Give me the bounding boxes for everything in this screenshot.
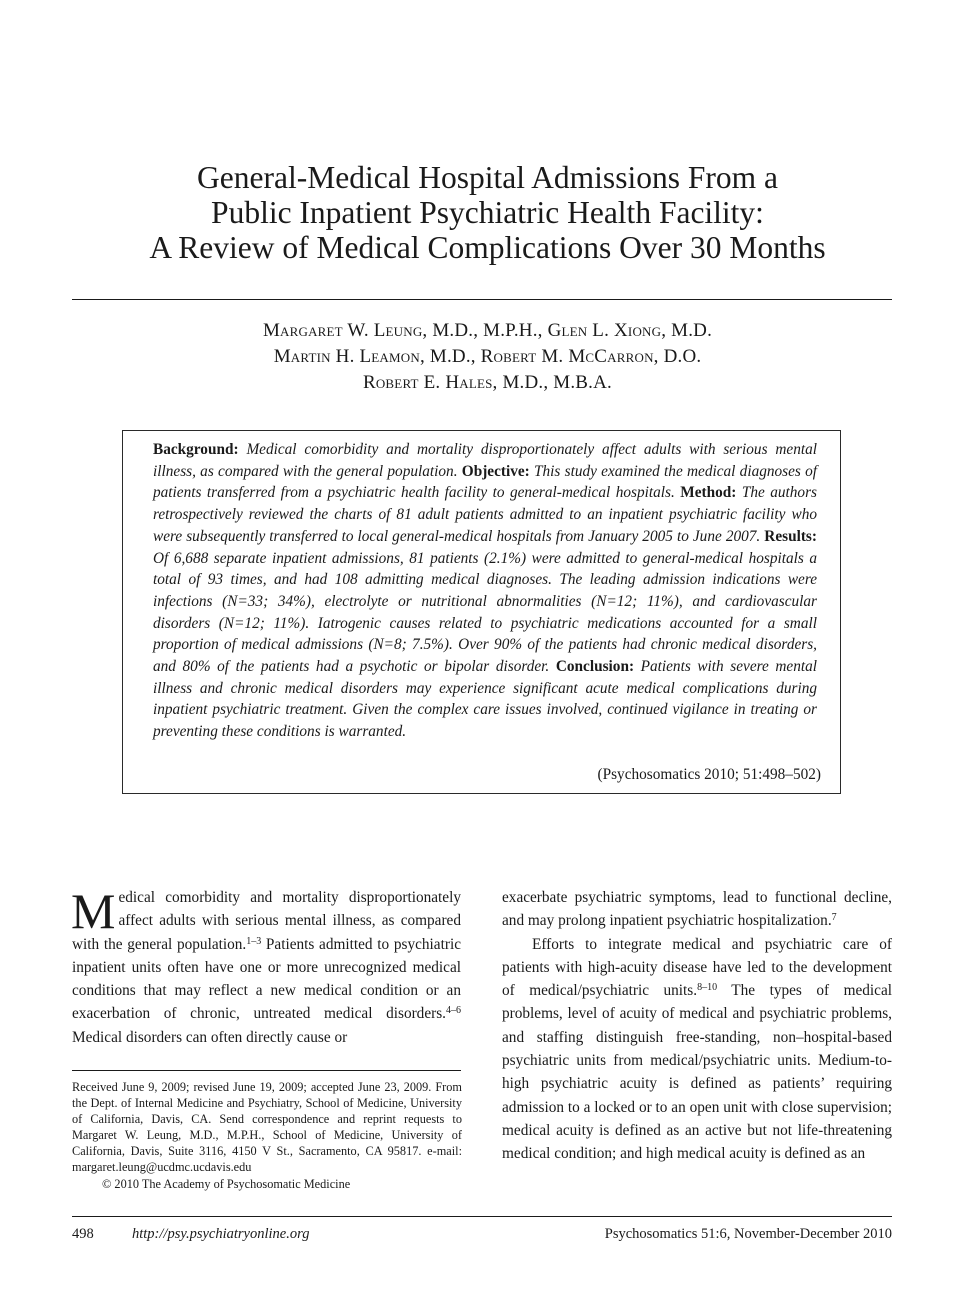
journal-issue: Psychosomatics 51:6, November-December 2010 <box>604 1226 892 1242</box>
author-line: Margaret W. Leung, M.D., M.P.H., Glen L. Xiong, M.D. <box>262 320 713 341</box>
abstract-conclusion-label: Conclusion: <box>555 658 635 676</box>
abstract-results-label: Results: <box>764 527 817 545</box>
abstract-method-label: Method: <box>680 484 737 502</box>
title-line: A Review of Medical Complications Over 30 Months <box>149 230 826 265</box>
article-title <box>60 160 915 265</box>
drop-cap: M <box>71 883 116 939</box>
abstract-results-text: Of 6,688 separate inpatient admissions, 81 patients (2.1%) were admitted to general-medical hospitals a total of 93 times, and had 108 admitting medical diagnoses. The leading admission indications were infections (N=33; 34%), electrolyte or nutritional abnormalities (N=12; 11%), and cardiovascular disorders (N=12; 11%). Iatrogenic causes related to psychiatric medications accounted for a small proportion of medical admissions (N=8; 7.5%). Over 90% of the patients had chronic medical disorders, and 80% of the patients had a psychotic or bipolar disorder. <box>153 549 817 676</box>
abstract-objective-text: This study examined the medical diagnoses of patients transferred from a psychiatric health facility to general-medical hospitals. <box>153 462 818 502</box>
author-line: Robert E. Hales, M.D., M.B.A. <box>362 372 613 393</box>
abstract-background-label: Background: <box>153 441 239 458</box>
footer-divider <box>72 1216 892 1217</box>
abstract-method-text: The authors retrospectively reviewed the charts of 81 adult patients admitted to an inpatient psychiatric facility who were subsequently transferred to local general-medical hospitals from January 2005 to June 2007. <box>153 484 817 545</box>
author-list <box>60 318 915 396</box>
copyright-notice: © 2010 The Academy of Psychosomatic Medicine <box>102 1176 351 1191</box>
reference-marker: 8–10 <box>697 982 718 994</box>
title-line: General-Medical Hospital Admissions From a <box>197 160 778 195</box>
body-text: Medical disorders can often directly cause or <box>72 1028 348 1046</box>
body-paragraph <box>502 933 892 1166</box>
body-column-left <box>71 883 461 1049</box>
body-text: The types of medical problems, level of acuity of medical and psychiatric problems, and staffing distinguish free-standing, non–hospital-based psychiatric units from medical/psychiatric units. Medium-to-high psychiatric acuity is defined as patients’ requiring admission to a locked or to an open unit with close supervision; medical acuity is defined as an active but not life-threatening medical condition; and high medical acuity is defined as an <box>502 982 892 1163</box>
title-line: Public Inpatient Psychiatric Health Facility: <box>211 195 764 230</box>
abstract-text <box>153 439 817 743</box>
title-divider <box>72 299 892 300</box>
footnote-divider <box>72 1070 461 1071</box>
body-text: Efforts to integrate medical and psychiatric care of patients with high-acuity disease have led to the development of medical/psychiatric units. <box>502 935 892 1000</box>
intro-paragraph <box>71 883 461 1049</box>
abstract-conclusion-text: Patients with severe mental illness and chronic medical disorders may experience significant acute medical complications during inpatient psychiatric treatment. Given the complex care issues involved, continued vigilance in treating or preventing these conditions is warranted. <box>153 658 818 741</box>
body-text: edical comorbidity and mortality disproportionately affect adults with serious mental illness, as compared with the general population. <box>72 889 461 953</box>
article-footnote <box>72 1079 462 1192</box>
body-column-right <box>502 886 892 1166</box>
body-paragraph <box>502 886 892 933</box>
abstract-box <box>122 430 841 794</box>
journal-url: http://psy.psychiatryonline.org <box>132 1226 310 1242</box>
reference-marker: 1–3 <box>246 935 262 947</box>
body-text: exacerbate psychiatric symptoms, lead to functional decline, and may prolong inpatient psychiatric hospitalization. <box>502 889 892 930</box>
abstract-objective-label: Objective: <box>461 462 530 480</box>
abstract-background-text: Medical comorbidity and mortality disproportionately affect adults with serious mental illness, as compared with the general population. <box>153 441 818 480</box>
author-line: Martin H. Leamon, M.D., Robert M. McCarron, D.O. <box>273 346 702 367</box>
reference-marker: 7 <box>831 912 837 924</box>
abstract-citation: (Psychosomatics 2010; 51:498–502) <box>597 766 821 783</box>
page-number: 498 <box>72 1226 94 1242</box>
footnote-text: Received June 9, 2009; revised June 19, 2009; accepted June 23, 2009. From the Dept. of Internal Medicine and Psychiatry, School of Medicine, University of California, Davis, CA. Send correspondence and reprint requests to Margaret W. Leung, M.D., M.P.H., School of Medicine, University of California, Davis, Suite 3116, 4150 V St., Sacramento, CA 95817. e-mail: margaret.leung@ucdmc.ucdavis.edu <box>72 1080 462 1175</box>
body-text: Patients admitted to psychiatric inpatient units often have one or more unrecognized medical conditions that may reflect a new medical condition or an exacerbation of chronic, untreated medical disorders. <box>72 935 461 1023</box>
reference-marker: 4–6 <box>446 1005 461 1017</box>
